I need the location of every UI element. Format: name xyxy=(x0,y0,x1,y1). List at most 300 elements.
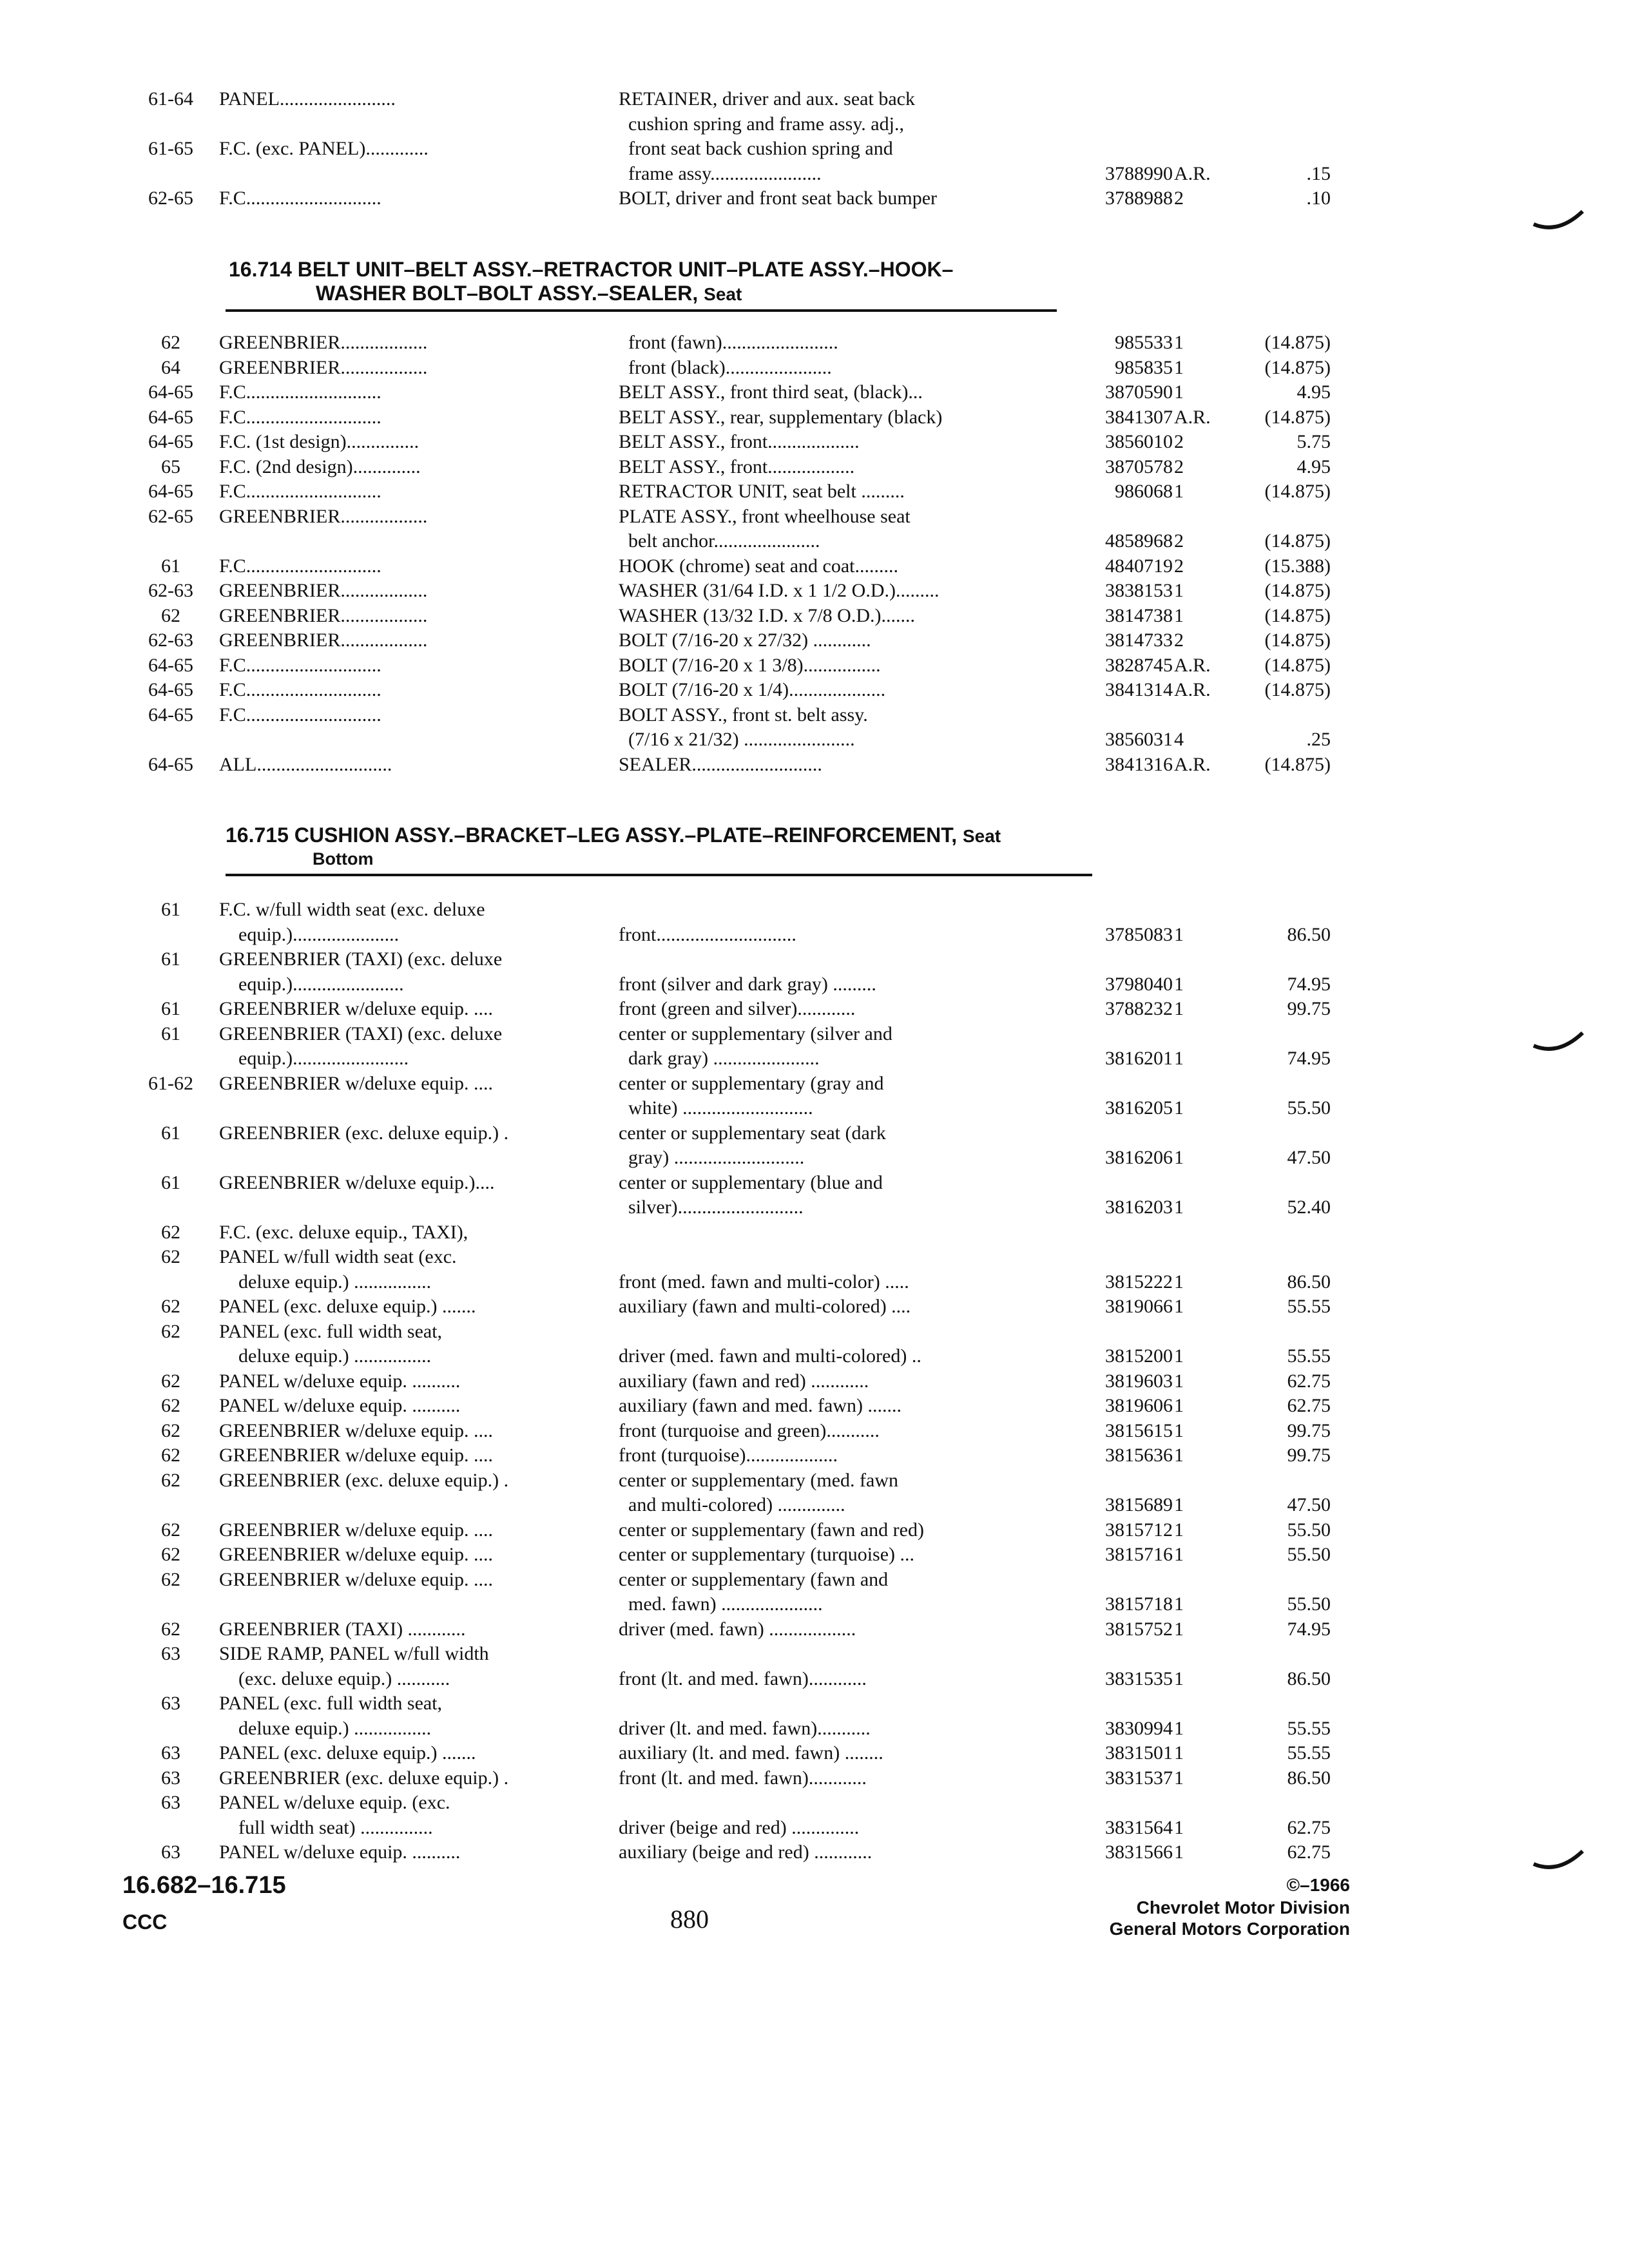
price-cell: 55.55 xyxy=(1287,1717,1331,1739)
model-cell: F.C............................ xyxy=(219,555,381,577)
quantity-cell: A.R. xyxy=(1174,162,1211,184)
description-cell: center or supplementary (turquoise) ... xyxy=(619,1544,915,1565)
price-cell: (14.875) xyxy=(1264,679,1331,700)
price-cell: 55.55 xyxy=(1287,1742,1331,1763)
model-cell: SIDE RAMP, PANEL w/full width xyxy=(219,1643,489,1664)
model-cell: F.C............................ xyxy=(219,406,381,428)
part-number-cell: 3815615 xyxy=(1105,1419,1173,1441)
year-cell: 63 xyxy=(161,1643,180,1664)
table-row xyxy=(0,1122,1629,1148)
quantity-cell: 1 xyxy=(1174,1345,1184,1367)
part-number-cell: 3788990 xyxy=(1105,162,1173,184)
description-cell: center or supplementary (silver and xyxy=(619,1023,892,1044)
quantity-cell: 2 xyxy=(1174,187,1184,209)
description-cell: frame assy....................... xyxy=(619,162,822,184)
description-cell: front seat back cushion spring and xyxy=(619,138,893,159)
year-cell: 64-65 xyxy=(148,406,193,428)
price-cell: (14.875) xyxy=(1264,753,1331,775)
part-number-cell: 3815752 xyxy=(1105,1618,1173,1640)
table-row xyxy=(0,1767,1629,1793)
price-cell: 52.40 xyxy=(1287,1196,1331,1218)
part-number-cell: 3828745 xyxy=(1105,654,1173,676)
price-cell: 55.50 xyxy=(1287,1097,1331,1119)
quantity-cell: 1 xyxy=(1174,973,1184,995)
part-number-cell: 3816203 xyxy=(1105,1196,1173,1218)
table-row xyxy=(0,357,1629,383)
model-cell: GREENBRIER w/deluxe equip. .... xyxy=(219,1568,493,1590)
price-cell: 55.50 xyxy=(1287,1544,1331,1565)
model-cell: PANEL w/deluxe equip. .......... xyxy=(219,1395,461,1416)
price-cell: (14.875) xyxy=(1264,332,1331,353)
quantity-cell: 1 xyxy=(1174,332,1184,353)
description-cell: dark gray) ...................... xyxy=(619,1048,820,1069)
year-cell: 62 xyxy=(161,1445,180,1466)
year-cell: 62-63 xyxy=(148,629,193,651)
quantity-cell: 1 xyxy=(1174,1593,1184,1615)
year-cell: 63 xyxy=(161,1742,180,1763)
description-cell: center or supplementary (fawn and red) xyxy=(619,1519,924,1541)
quantity-cell: 2 xyxy=(1174,629,1184,651)
description-cell: driver (lt. and med. fawn)........... xyxy=(619,1717,871,1739)
table-row xyxy=(0,187,1629,213)
table-row xyxy=(0,1668,1629,1694)
table-row xyxy=(0,1569,1629,1595)
description-cell: BOLT ASSY., front st. belt assy. xyxy=(619,704,868,726)
table-row xyxy=(0,1196,1629,1222)
description-cell: WASHER (31/64 I.D. x 1 1/2 O.D.)......... xyxy=(619,580,940,601)
part-number-cell: 3856031 xyxy=(1105,729,1173,750)
table-row xyxy=(0,407,1629,432)
description-cell: RETRACTOR UNIT, seat belt ......... xyxy=(619,481,905,502)
margin-mark-icon xyxy=(1532,206,1584,232)
price-cell: 4.95 xyxy=(1296,456,1331,477)
price-cell: (14.875) xyxy=(1264,356,1331,378)
description-cell: auxiliary (fawn and multi-colored) .... xyxy=(619,1296,911,1317)
margin-mark-icon xyxy=(1532,1028,1584,1053)
part-number-cell: 3815716 xyxy=(1105,1544,1173,1565)
table-row xyxy=(0,506,1629,532)
model-cell: F.C. (1st design)............... xyxy=(219,431,419,452)
description-cell: BELT ASSY., front................... xyxy=(619,431,860,452)
quantity-cell: 1 xyxy=(1174,1296,1184,1317)
description-cell: center or supplementary (gray and xyxy=(619,1072,884,1094)
section-3-title-line1 xyxy=(226,823,1001,848)
year-cell: 62 xyxy=(161,1221,180,1243)
model-cell: GREENBRIER (exc. deluxe equip.) . xyxy=(219,1767,509,1789)
quantity-cell: 1 xyxy=(1174,604,1184,626)
table-row xyxy=(0,1296,1629,1321)
part-number-cell: 3856010 xyxy=(1105,431,1173,452)
model-cell: F.C............................ xyxy=(219,679,381,700)
year-cell: 62-63 xyxy=(148,580,193,601)
model-cell: equip.)........................ xyxy=(219,1048,409,1069)
description-cell: front (turquoise)................... xyxy=(619,1445,838,1466)
model-cell: GREENBRIER.................. xyxy=(219,505,428,527)
year-cell: 64-65 xyxy=(148,704,193,726)
year-cell: 64-65 xyxy=(148,381,193,403)
price-cell: .15 xyxy=(1306,162,1331,184)
year-cell: 63 xyxy=(161,1841,180,1863)
table-row xyxy=(0,530,1629,556)
part-number-cell: 3816201 xyxy=(1105,1048,1173,1069)
model-cell: GREENBRIER.................. xyxy=(219,604,428,626)
model-cell: equip.)...................... xyxy=(219,923,400,945)
model-cell: PANEL w/full width seat (exc. xyxy=(219,1246,457,1267)
table-row xyxy=(0,998,1629,1024)
table-row xyxy=(0,1147,1629,1173)
description-cell: front (turquoise and green)........... xyxy=(619,1419,880,1441)
table-row xyxy=(0,974,1629,999)
part-number-cell: 3798040 xyxy=(1105,973,1173,995)
table-row xyxy=(0,1445,1629,1470)
part-number-cell: 3831501 xyxy=(1105,1742,1173,1763)
description-cell: PLATE ASSY., front wheelhouse seat xyxy=(619,505,911,527)
model-cell: GREENBRIER.................. xyxy=(219,356,428,378)
page-number: 880 xyxy=(670,1905,709,1934)
description-cell: auxiliary (fawn and med. fawn) ....... xyxy=(619,1395,902,1416)
quantity-cell: 1 xyxy=(1174,580,1184,601)
quantity-cell: 1 xyxy=(1174,1667,1184,1689)
table-row xyxy=(0,381,1629,407)
table-row xyxy=(0,1544,1629,1570)
table-row xyxy=(0,899,1629,925)
model-cell: deluxe equip.) ................ xyxy=(219,1345,432,1367)
quantity-cell: 1 xyxy=(1174,1494,1184,1515)
quantity-cell: 1 xyxy=(1174,1271,1184,1293)
table-row xyxy=(0,1370,1629,1396)
description-cell: white) ........................... xyxy=(619,1097,813,1119)
quantity-cell: 1 xyxy=(1174,998,1184,1019)
year-cell: 62 xyxy=(161,332,180,353)
part-number-cell: 3815222 xyxy=(1105,1271,1173,1293)
part-number-cell: 3841314 xyxy=(1105,679,1173,700)
table-row xyxy=(0,456,1629,482)
price-cell: 55.55 xyxy=(1287,1296,1331,1317)
model-cell: F.C. (2nd design).............. xyxy=(219,456,421,477)
price-cell: 74.95 xyxy=(1287,1048,1331,1069)
section-2-title-text-2: WASHER BOLT–BOLT ASSY.–SEALER, xyxy=(316,282,699,305)
quantity-cell: 2 xyxy=(1174,530,1184,552)
price-cell: (14.875) xyxy=(1264,629,1331,651)
price-cell: (15.388) xyxy=(1264,555,1331,577)
quantity-cell: 1 xyxy=(1174,1147,1184,1168)
description-cell: and multi-colored) .............. xyxy=(619,1494,845,1515)
table-row xyxy=(0,1271,1629,1297)
description-cell: gray) ........................... xyxy=(619,1147,805,1168)
description-cell: center or supplementary seat (dark xyxy=(619,1122,886,1144)
table-row xyxy=(0,1619,1629,1644)
description-cell: WASHER (13/32 I.D. x 7/8 O.D.)....... xyxy=(619,604,915,626)
footer-range: 16.682–16.715 xyxy=(122,1872,286,1899)
quantity-cell: 1 xyxy=(1174,481,1184,502)
description-cell: auxiliary (fawn and red) ............ xyxy=(619,1370,869,1392)
table-row xyxy=(0,481,1629,506)
year-cell: 62 xyxy=(161,1469,180,1491)
table-row xyxy=(0,754,1629,780)
part-number-cell: 3819606 xyxy=(1105,1395,1173,1416)
table-row xyxy=(0,629,1629,655)
year-cell: 61 xyxy=(161,1122,180,1144)
year-cell: 64-65 xyxy=(148,431,193,452)
description-cell: center or supplementary (blue and xyxy=(619,1171,883,1193)
section-3-title-line2: Bottom xyxy=(313,849,374,869)
table-row xyxy=(0,1792,1629,1818)
quantity-cell: 1 xyxy=(1174,1196,1184,1218)
description-cell: driver (med. fawn) .................. xyxy=(619,1618,856,1640)
model-cell: F.C. (exc. deluxe equip., TAXI), xyxy=(219,1221,468,1243)
model-cell: PANEL w/deluxe equip. .......... xyxy=(219,1841,461,1863)
table-row xyxy=(0,704,1629,730)
margin-mark-icon xyxy=(1532,1846,1584,1872)
part-number-cell: 3819603 xyxy=(1105,1370,1173,1392)
model-cell: GREENBRIER w/deluxe equip. .... xyxy=(219,1544,493,1565)
price-cell: 86.50 xyxy=(1287,923,1331,945)
quantity-cell: 1 xyxy=(1174,1717,1184,1739)
table-row xyxy=(0,679,1629,705)
price-cell: 55.50 xyxy=(1287,1593,1331,1615)
part-number-cell: 3831566 xyxy=(1105,1841,1173,1863)
quantity-cell: 1 xyxy=(1174,356,1184,378)
quantity-cell: A.R. xyxy=(1174,406,1211,428)
model-cell: equip.)....................... xyxy=(219,973,404,995)
section-2-title-suffix: Seat xyxy=(704,284,742,304)
price-cell: 62.75 xyxy=(1287,1816,1331,1838)
model-cell: PANEL w/deluxe equip. (exc. xyxy=(219,1792,450,1813)
model-cell: GREENBRIER.................. xyxy=(219,332,428,353)
description-cell: driver (beige and red) .............. xyxy=(619,1816,860,1838)
year-cell: 62 xyxy=(161,1320,180,1342)
part-number-cell: 3814733 xyxy=(1105,629,1173,651)
model-cell: PANEL........................ xyxy=(219,88,396,110)
description-cell: auxiliary (lt. and med. fawn) ........ xyxy=(619,1742,883,1763)
price-cell: (14.875) xyxy=(1264,604,1331,626)
part-number-cell: 3841316 xyxy=(1105,753,1173,775)
table-row xyxy=(0,729,1629,754)
section-2-title-line2 xyxy=(316,282,742,306)
table-row xyxy=(0,1321,1629,1347)
model-cell: deluxe equip.) ................ xyxy=(219,1717,432,1739)
price-cell: (14.875) xyxy=(1264,654,1331,676)
description-cell: med. fawn) ..................... xyxy=(619,1593,823,1615)
year-cell: 61 xyxy=(161,948,180,970)
table-row xyxy=(0,1817,1629,1843)
description-cell: BOLT (7/16-20 x 1/4).................... xyxy=(619,679,886,700)
model-cell: F.C............................ xyxy=(219,654,381,676)
part-number-cell: 3815200 xyxy=(1105,1345,1173,1367)
price-cell: 55.50 xyxy=(1287,1519,1331,1541)
part-number-cell: 3815712 xyxy=(1105,1519,1173,1541)
description-cell: BOLT (7/16-20 x 27/32) ............ xyxy=(619,629,871,651)
description-cell: front (silver and dark gray) ......... xyxy=(619,973,876,995)
part-number-cell: 3814738 xyxy=(1105,604,1173,626)
year-cell: 63 xyxy=(161,1693,180,1714)
description-cell: BELT ASSY., front third seat, (black)... xyxy=(619,381,923,403)
part-number-cell: 3841307 xyxy=(1105,406,1173,428)
description-cell: HOOK (chrome) seat and coat......... xyxy=(619,555,899,577)
part-number-cell: 986068 xyxy=(1115,481,1173,502)
description-cell: RETAINER, driver and aux. seat back xyxy=(619,88,915,110)
table-row xyxy=(0,655,1629,680)
table-row xyxy=(0,1048,1629,1073)
price-cell: 99.75 xyxy=(1287,998,1331,1019)
table-row xyxy=(0,138,1629,164)
price-cell: 86.50 xyxy=(1287,1767,1331,1789)
part-number-cell: 3819066 xyxy=(1105,1296,1173,1317)
description-cell: BELT ASSY., front.................. xyxy=(619,456,855,477)
quantity-cell: 1 xyxy=(1174,1519,1184,1541)
footer-division: Chevrolet Motor Division xyxy=(1136,1898,1350,1917)
model-cell: GREENBRIER w/deluxe equip.).... xyxy=(219,1171,495,1193)
section-2-title-line1 xyxy=(229,258,953,281)
quantity-cell: 1 xyxy=(1174,1841,1184,1863)
year-cell: 64-65 xyxy=(148,654,193,676)
table-row xyxy=(0,1073,1629,1099)
model-cell: F.C............................ xyxy=(219,381,381,403)
price-cell: 99.75 xyxy=(1287,1419,1331,1441)
part-number-cell: 3831537 xyxy=(1105,1767,1173,1789)
part-number-cell: 3831535 xyxy=(1105,1667,1173,1689)
year-cell: 64-65 xyxy=(148,481,193,502)
table-row xyxy=(0,1420,1629,1446)
table-row xyxy=(0,1742,1629,1768)
year-cell: 62 xyxy=(161,1370,180,1392)
model-cell: F.C............................ xyxy=(219,187,381,209)
description-cell: BELT ASSY., rear, supplementary (black) xyxy=(619,406,943,428)
price-cell: 5.75 xyxy=(1296,431,1331,452)
year-cell: 63 xyxy=(161,1767,180,1789)
table-row xyxy=(0,1246,1629,1272)
table-row xyxy=(0,1023,1629,1049)
model-cell: PANEL (exc. deluxe equip.) ....... xyxy=(219,1296,476,1317)
price-cell: 74.95 xyxy=(1287,1618,1331,1640)
price-cell: (14.875) xyxy=(1264,580,1331,601)
table-row xyxy=(0,605,1629,631)
model-cell: PANEL (exc. deluxe equip.) ....... xyxy=(219,1742,476,1763)
part-number-cell: 3815718 xyxy=(1105,1593,1173,1615)
quantity-cell: A.R. xyxy=(1174,679,1211,700)
description-cell: driver (med. fawn and multi-colored) .. xyxy=(619,1345,921,1367)
year-cell: 61-64 xyxy=(148,88,193,110)
year-cell: 61 xyxy=(161,1171,180,1193)
price-cell: (14.875) xyxy=(1264,530,1331,552)
year-cell: 62-65 xyxy=(148,187,193,209)
model-cell: GREENBRIER (TAXI) (exc. deluxe xyxy=(219,1023,503,1044)
year-cell: 61 xyxy=(161,555,180,577)
table-row xyxy=(0,431,1629,457)
model-cell: GREENBRIER w/deluxe equip. .... xyxy=(219,1445,493,1466)
quantity-cell: A.R. xyxy=(1174,753,1211,775)
price-cell: (14.875) xyxy=(1264,481,1331,502)
description-cell: (7/16 x 21/32) ....................... xyxy=(619,729,855,750)
year-cell: 62 xyxy=(161,1544,180,1565)
model-cell: GREENBRIER (TAXI) (exc. deluxe xyxy=(219,948,503,970)
year-cell: 62 xyxy=(161,1296,180,1317)
price-cell: 62.75 xyxy=(1287,1395,1331,1416)
price-cell: 47.50 xyxy=(1287,1494,1331,1515)
footer-corporation: General Motors Corporation xyxy=(1109,1919,1350,1939)
quantity-cell: 1 xyxy=(1174,1048,1184,1069)
model-cell: deluxe equip.) ................ xyxy=(219,1271,432,1293)
year-cell: 61 xyxy=(161,899,180,920)
table-row xyxy=(0,1718,1629,1744)
description-cell: center or supplementary (med. fawn xyxy=(619,1469,898,1491)
table-row xyxy=(0,555,1629,581)
year-cell: 61 xyxy=(161,998,180,1019)
table-row xyxy=(0,580,1629,606)
part-number-cell: 3870590 xyxy=(1105,381,1173,403)
price-cell: (14.875) xyxy=(1264,406,1331,428)
description-cell: auxiliary (beige and red) ............ xyxy=(619,1841,872,1863)
quantity-cell: 1 xyxy=(1174,1742,1184,1763)
table-row xyxy=(0,1643,1629,1669)
footer-code: CCC xyxy=(122,1910,168,1934)
footer-copyright: ©–1966 xyxy=(1286,1875,1350,1895)
year-cell: 62 xyxy=(161,1419,180,1441)
year-cell: 62 xyxy=(161,1519,180,1541)
part-number-cell: 3830994 xyxy=(1105,1717,1173,1739)
part-number-cell: 3815636 xyxy=(1105,1445,1173,1466)
model-cell: (exc. deluxe equip.) ........... xyxy=(219,1667,450,1689)
year-cell: 62-65 xyxy=(148,505,193,527)
quantity-cell: 1 xyxy=(1174,1097,1184,1119)
description-cell: cushion spring and frame assy. adj., xyxy=(619,113,904,135)
table-row xyxy=(0,1097,1629,1123)
description-cell: front (lt. and med. fawn)............ xyxy=(619,1667,867,1689)
model-cell: GREENBRIER.................. xyxy=(219,580,428,601)
part-number-cell: 3816205 xyxy=(1105,1097,1173,1119)
price-cell: 99.75 xyxy=(1287,1445,1331,1466)
description-cell: front............................. xyxy=(619,923,796,945)
price-cell: 62.75 xyxy=(1287,1841,1331,1863)
price-cell: .10 xyxy=(1306,187,1331,209)
table-row xyxy=(0,1345,1629,1371)
model-cell: GREENBRIER.................. xyxy=(219,629,428,651)
part-number-cell: 3785083 xyxy=(1105,923,1173,945)
section-2-title-text: 16.714 BELT UNIT–BELT ASSY.–RETRACTOR UNIT–PLATE ASSY.–HOOK– xyxy=(229,258,954,281)
table-row xyxy=(0,1222,1629,1247)
year-cell: 64 xyxy=(161,356,180,378)
table-row xyxy=(0,1470,1629,1495)
description-cell: BOLT (7/16-20 x 1 3/8)................ xyxy=(619,654,881,676)
year-cell: 62 xyxy=(161,1395,180,1416)
description-cell: center or supplementary (fawn and xyxy=(619,1568,889,1590)
quantity-cell: 1 xyxy=(1174,1395,1184,1416)
description-cell: front (green and silver)............ xyxy=(619,998,856,1019)
model-cell: GREENBRIER w/deluxe equip. .... xyxy=(219,998,493,1019)
model-cell: GREENBRIER w/deluxe equip. .... xyxy=(219,1519,493,1541)
part-number-cell: 4858968 xyxy=(1105,530,1173,552)
description-cell: SEALER........................... xyxy=(619,753,822,775)
description-cell: front (black)...................... xyxy=(619,356,832,378)
quantity-cell: 2 xyxy=(1174,555,1184,577)
price-cell: 55.55 xyxy=(1287,1345,1331,1367)
price-cell: 4.95 xyxy=(1296,381,1331,403)
part-number-cell: 985835 xyxy=(1115,356,1173,378)
section-3-rule xyxy=(226,874,1092,876)
year-cell: 64-65 xyxy=(148,753,193,775)
year-cell: 61-65 xyxy=(148,138,193,159)
table-row xyxy=(0,163,1629,189)
model-cell: F.C. (exc. PANEL)............. xyxy=(219,138,429,159)
part-number-cell: 3870578 xyxy=(1105,456,1173,477)
quantity-cell: 2 xyxy=(1174,456,1184,477)
model-cell: F.C. w/full width seat (exc. deluxe xyxy=(219,899,485,920)
table-row xyxy=(0,1494,1629,1520)
price-cell: 74.95 xyxy=(1287,973,1331,995)
model-cell: GREENBRIER (exc. deluxe equip.) . xyxy=(219,1469,509,1491)
table-row xyxy=(0,88,1629,114)
price-cell: 62.75 xyxy=(1287,1370,1331,1392)
